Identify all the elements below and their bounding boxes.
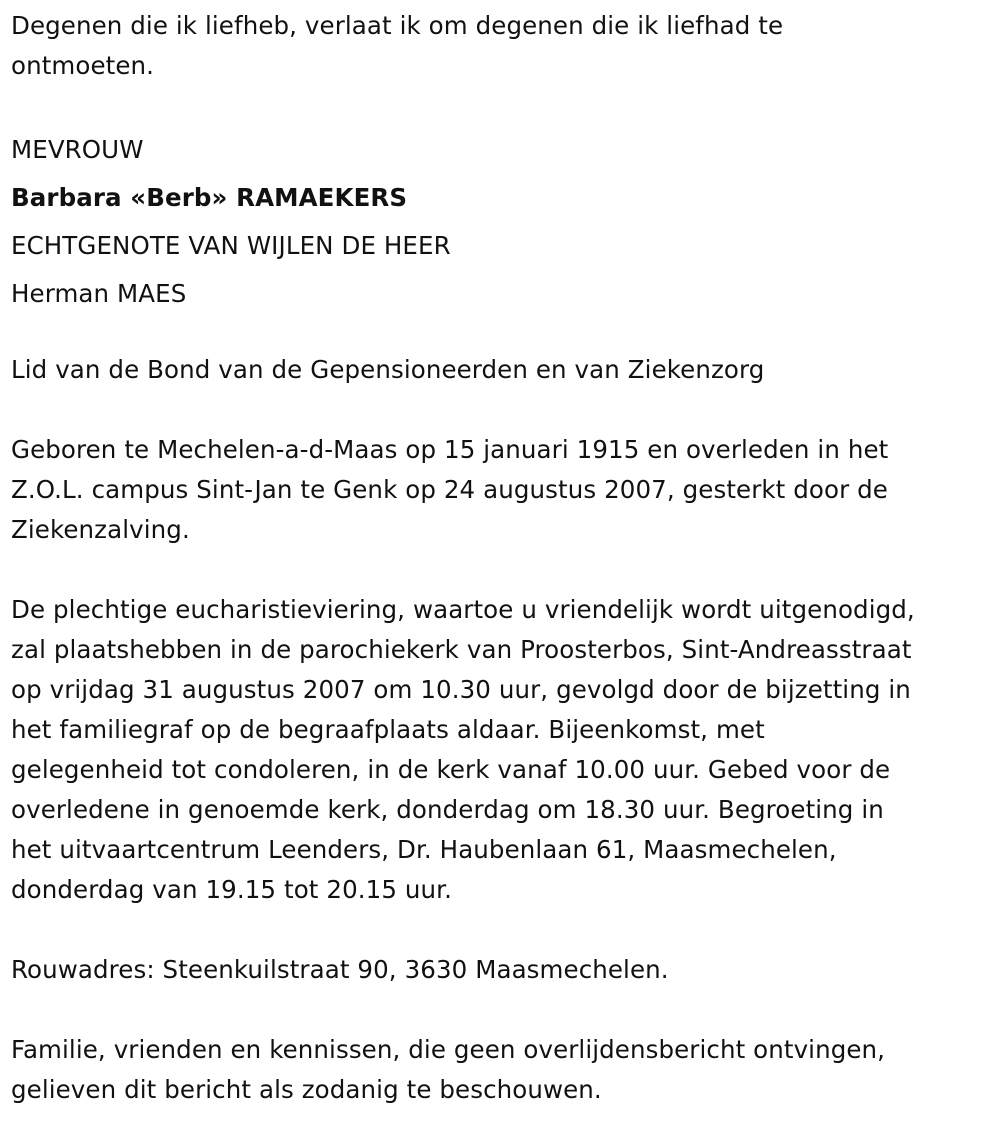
paragraph-line: De plechtige eucharistieviering, waartoe u vriendelijk wordt uitgenodigd, xyxy=(11,595,915,624)
paragraph-line: overledene in genoemde kerk, donderdag om 18.30 uur. Begroeting in xyxy=(11,795,884,824)
spacer xyxy=(11,550,990,590)
paragraph-line: gelieven dit bericht als zodanig te beschouwen. xyxy=(11,1075,602,1104)
spouse-name: Herman MAES xyxy=(11,279,187,308)
spacer xyxy=(11,990,990,1030)
paragraph-line: het uitvaartcentrum Leenders, Dr. Haubenlaan 61, Maasmechelen, xyxy=(11,835,837,864)
paragraph-line: Geboren te Mechelen-a-d-Maas op 15 januari 1915 en overleden in het xyxy=(11,435,889,464)
birth-death-paragraph xyxy=(11,430,990,550)
deceased-name: Barbara «Berb» RAMAEKERS xyxy=(11,183,408,212)
paragraph-line: Ziekenzalving. xyxy=(11,515,190,544)
motto xyxy=(11,6,990,86)
closing-paragraph xyxy=(11,1030,990,1110)
title: MEVROUW xyxy=(11,135,144,164)
paragraph-line: het familiegraf op de begraafplaats aldaar. Bijeenkomst, met xyxy=(11,715,765,744)
spacer xyxy=(11,318,990,350)
spacer xyxy=(11,910,990,950)
paragraph-line: Z.O.L. campus Sint-Jan te Genk op 24 augustus 2007, gesterkt door de xyxy=(11,475,888,504)
paragraph-line: Familie, vrienden en kennissen, die geen overlijdensbericht ontvingen, xyxy=(11,1035,886,1064)
paragraph-line: op vrijdag 31 augustus 2007 om 10.30 uur, gevolgd door de bijzetting in xyxy=(11,675,911,704)
membership: Lid van de Bond van de Gepensioneerden en van Ziekenzorg xyxy=(11,355,765,384)
motto-line: ontmoeten. xyxy=(11,51,155,80)
motto-line: Degenen die ik liefheb, verlaat ik om degenen die ik liefhad te xyxy=(11,11,784,40)
paragraph-line: zal plaatshebben in de parochiekerk van Proosterbos, Sint-Andreasstraat xyxy=(11,635,912,664)
spouse-label: ECHTGENOTE VAN WIJLEN DE HEER xyxy=(11,231,451,260)
spacer xyxy=(11,390,990,430)
mourning-address: Rouwadres: Steenkuilstraat 90, 3630 Maasmechelen. xyxy=(11,955,669,984)
paragraph-line: donderdag van 19.15 tot 20.15 uur. xyxy=(11,875,452,904)
name-block xyxy=(11,126,990,318)
ceremony-paragraph xyxy=(11,590,990,910)
spacer xyxy=(11,86,990,126)
paragraph-line: gelegenheid tot condoleren, in de kerk vanaf 10.00 uur. Gebed voor de xyxy=(11,755,891,784)
